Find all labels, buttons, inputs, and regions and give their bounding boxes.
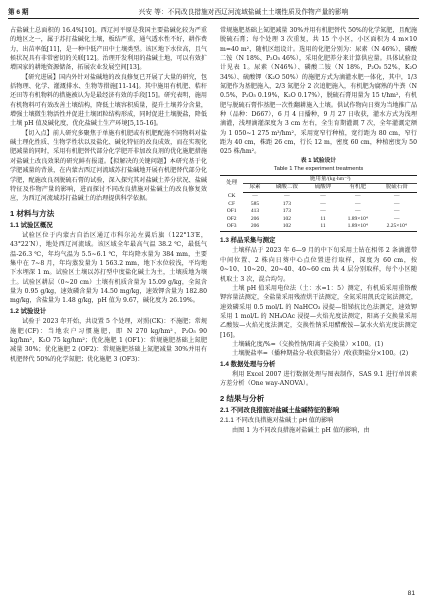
subsection-heading-sampling: 1.3 样品采集与测定 [220, 236, 276, 244]
table-row [220, 201, 417, 209]
table-cell: 2.25×10⁴ [377, 223, 417, 231]
table-cell: — [394, 208, 400, 215]
table-cell: CF [228, 200, 236, 207]
subsection-heading-results: 2.1 不同改良措施对盐碱土盐碱特征的影响 [220, 406, 340, 414]
formula-desalination: 土壤脱盐率=（播种期盐分-收获期盐分）/收获期盐分×100。(2) [232, 350, 409, 358]
table-cell: — [320, 193, 326, 199]
paragraph-design-cont: 常规施肥基础上氮肥减量 30%并用有机肥替代 50%的化学氮肥，且配施脱硫石膏；每个处理 3 次重复，共 15 个小区，小区面积为 4 m×10 m=40 m²，随机区组设计。选用的化肥分别为：尿素（N 46%）、磷酸二铵（N 18%、P₂O₅ 46%），采用化肥养分来计算供应量。具体试验设计见表 1。尿素（N46%）、磷酸二铵（N 18%，P₂O₅ 52%，K₂O 34%）、硫酸钾（K₂O 50%）的施肥方式为滴灌水肥一体化，其中，1/3 氮肥作为基肥施入，2/3 氮肥分 2 次追肥施入，有机肥为腐熟的牛粪（N 0.5%，P₂O₅ 0.19%，K₂O 0.17%），脱硫石膏用量为 15 t/hm²，有机肥与脱硫石膏作基肥一次性翻耕施入土壤。供试作物向日葵为当地推广品种（品种：D667），6 月 4 日播种，9 月 27 日收获，灌水方式为浅埋滴灌，浅埋滴灌深度为 3 cm 左右，全生育期灌溉 7 次，全年灌溉定额为 1 050~1 275 m³/hm²，采用宽窄行种植，宽行距为 80 cm，窄行距为 40 cm，株距 26 cm，行长 12 m，密度 60 cm，种植密度为 50 025 株/hm²。 [220, 27, 418, 156]
table-subheader: 脱硫石膏 [377, 184, 417, 193]
table-subheader: 磷酸二铵 [267, 184, 307, 193]
table-cell: 206 [243, 223, 266, 231]
table-cell: 585 [250, 200, 260, 207]
table-cell: 1.89×10⁴ [347, 215, 368, 222]
page-number: 81 [407, 590, 415, 597]
paragraph-design: 试验于 2023 年开始，共设置 5 个处理，对照(CK)：不施肥；常规施肥(CF)：当地农户习惯施肥，即 N 270 kg/hm²，P₂O₅ 90 kg/hm²，K₂O 75 kg/hm²；优化施肥 1 (OF1)：常规施肥基础上氮肥减量 30%；优化施肥 2 (OF2)：常规施肥基础上氮肥减量 30%并用有机肥替代 50%的化学氮肥；优化施肥 3 (OF3)： [10, 318, 207, 363]
table-cell: 1.89×10⁴ [339, 223, 377, 231]
table-cell: — [394, 215, 400, 222]
right-column [220, 26, 417, 435]
table-cell: 206 [250, 215, 260, 222]
issue-number: 第 6 期 [8, 9, 29, 16]
table-cell: OF3 [220, 223, 243, 231]
table-cell: CK [227, 192, 236, 199]
subsection-heading-site: 1.1 试验区概况 [10, 221, 53, 229]
table-cell: — [320, 208, 326, 215]
paragraph: 占盐碱土总面积的 16.4%[10]。西辽河平原是我国主要盐碱化较为严重的地区之一，属于苏打盐碱化土壤，板结严重，通气透水性不好，耕作费力，出苗率低[11]，是一种中低产田中土壤类型。该区地下水位高，且气候状况具有非常密切的关联[12]。治理开发利用的盐碱土地，可以有效扩增国家的耕地资源储备，拓展农业发展空间[13]。 [10, 27, 207, 72]
subsection-heading-design: 1.2 试验设计 [10, 307, 47, 315]
section-heading-results: 2 结果与分析 [220, 393, 265, 403]
table-cell: OF1 [226, 208, 237, 215]
left-column [10, 26, 207, 364]
subsection-heading-analysis: 1.4 数据处理与分析 [220, 360, 276, 368]
table-cell: — [354, 200, 361, 207]
formula-alkalinity: 土壤碱化度/%=（交换性钠/阳离子交换量）×100。(1) [232, 340, 384, 348]
paragraph-results: 由图 1 为不同改良措施对盐碱土 pH 值的影响，由 [232, 426, 370, 434]
table-cell: 11 [320, 215, 326, 222]
subsubsection-heading-ph: 2.1.1 不同改良措施对盐碱土 pH 值的影响 [220, 417, 334, 425]
table-cell: 102 [282, 215, 291, 222]
paragraph-sampling: 土壤样品于 2023 年 6—9 月的中下旬采用土钻在相邻 2 条滴灌带中间位置、2 株向日葵中心点位置进行取样，深度为 60 cm，按 0~10、10~20、20~40、40~60 cm 共 4 层分别取样，每个小区随机取土 3 次，混合均匀。 [220, 247, 417, 283]
table-cell: 11 [307, 223, 339, 231]
table-cell: — [354, 193, 361, 199]
table-cell: — [354, 208, 361, 215]
table-header-treatment: 处理 [220, 175, 243, 192]
table-subheader: 有机肥 [339, 184, 377, 193]
table-row [220, 216, 417, 224]
table-cell: OF2 [226, 215, 237, 222]
table-row [220, 223, 417, 231]
running-title: 兴安 等：不同改良措施对西辽河流域盐碱土土壤性质及作物产量的影响 [138, 8, 349, 16]
table-cell: 173 [282, 200, 291, 207]
table-subheader: 硫酸钾 [307, 184, 339, 193]
table-cell: — [394, 200, 400, 207]
table-cell: — [284, 193, 290, 199]
paragraph-entry-point: 【切入点】前人研究多聚焦于单施有机肥或有机肥配施不同物料对盐碱土理化性质、生物学性状以及盐化、碱化特征的改良成效，而在实现化肥减量的同时，采用有机肥替代部分化学肥开非加改良剂的优化施肥措施对盐碱土改良效果的研究鲜有报道。【拟解决的关键问题】本研究基于化学肥减量的背景，在内蒙古西辽河流域苏打盐碱地开展有机肥替代部分化学肥，配施改良剂脱硫石膏的试验，深入探究其对盐碱土养分状况、盐碱特征及作物产量的影响，进而探讨不同改良措施对盐碱土的改良修复效应，为西辽河流域苏打盐碱土的治理提供科学依据。 [10, 129, 207, 203]
table-cell: — [320, 200, 326, 207]
experiment-table [220, 175, 417, 232]
table-row [220, 208, 417, 216]
table-header-group: 施用量/(kg·hm⁻²) [243, 175, 417, 184]
table-cell: — [394, 193, 400, 199]
section-heading-methods: 1 材料与方法 [10, 208, 55, 218]
table-row [220, 193, 417, 201]
table-cell: 102 [267, 223, 307, 231]
table-subheader: 尿素 [243, 184, 266, 193]
running-header [8, 6, 419, 19]
paragraph-analysis: 利用 Excel 2007 进行数据处理与图表制作，SAS 9.1 进行单因素方差分析（One way-ANOVA）。 [220, 371, 417, 388]
table-caption-cn: 表 1 试验设计 [300, 157, 337, 164]
paragraph-site: 试验区位于内蒙古自治区通辽市科尔沁左翼后旗（122°13′E，43°22′N），地处西辽河流域。该区域全年最高气温 38.2 ℃，最低气温-26.3 ℃，年均气温为 5.5~6.1 ℃，年均降水量为 384 mm，主要集中在 7~8 月，年均蒸发量为 1 563.2 mm，地下水位较浅，平均地下水埋深 1 m。试验区土壤以苏打型中度盐化碱土为主，土壤质地为壤土。试验区耕层（0~20 cm）土壤有机质含量为 15.09 g/kg，全氮含量为 0.95 g/kg，速效磷含量为 14.50 mg/kg，速效钾含量为 182.80 mg/kg，含盐量为 1.48 g/kg，pH 值为 9.67，碱化度为 26.19%。 [10, 232, 207, 305]
paragraph-measurement-methods: 土壤 pH 值采用电位法（土：水=1：5）测定，有机质采用重铬酸钾容量法测定，全盐量采用残渣烘干法测定，全氮采用凯氏定氮法测定，速效磷采用 0.5 mol/L 的 NaHCO₃ 浸提—钼锑抗比色法测定，速效钾采用 1 mol/L 的 NH₄OAc 浸提—火焰光度法测定，阳离子交换量采用乙酸铵—火焰光度法测定，交换性钠采用醋酸铵—氯水火焰光度法测定[16]。 [220, 284, 417, 339]
table-caption-en: Table 1 The experiment treatments [273, 165, 364, 172]
table-cell: — [252, 193, 258, 199]
paragraph-research-progress: 【研究进展】国内外针对盐碱地的改良修复已开展了大量的研究，包括物理、化学、灌溉排水、生物等措施[11-14]。其中施用有机肥、秸秆还田等有机物料的措施被认为是最经济有效的手段[15]。研究表明，施用有机物料可有效改善土壤结构，降低土壤容积质量，提升土壤养分含量，增强土壤微生物活性并促进土壤团粒结构形成，同时促进土壤脱盐，降低土壤 pH 值及碱化度，优化盐碱土生产环境[5,15-16]。 [10, 73, 207, 128]
table-cell: 413 [250, 208, 260, 215]
table-cell: 173 [282, 208, 291, 215]
